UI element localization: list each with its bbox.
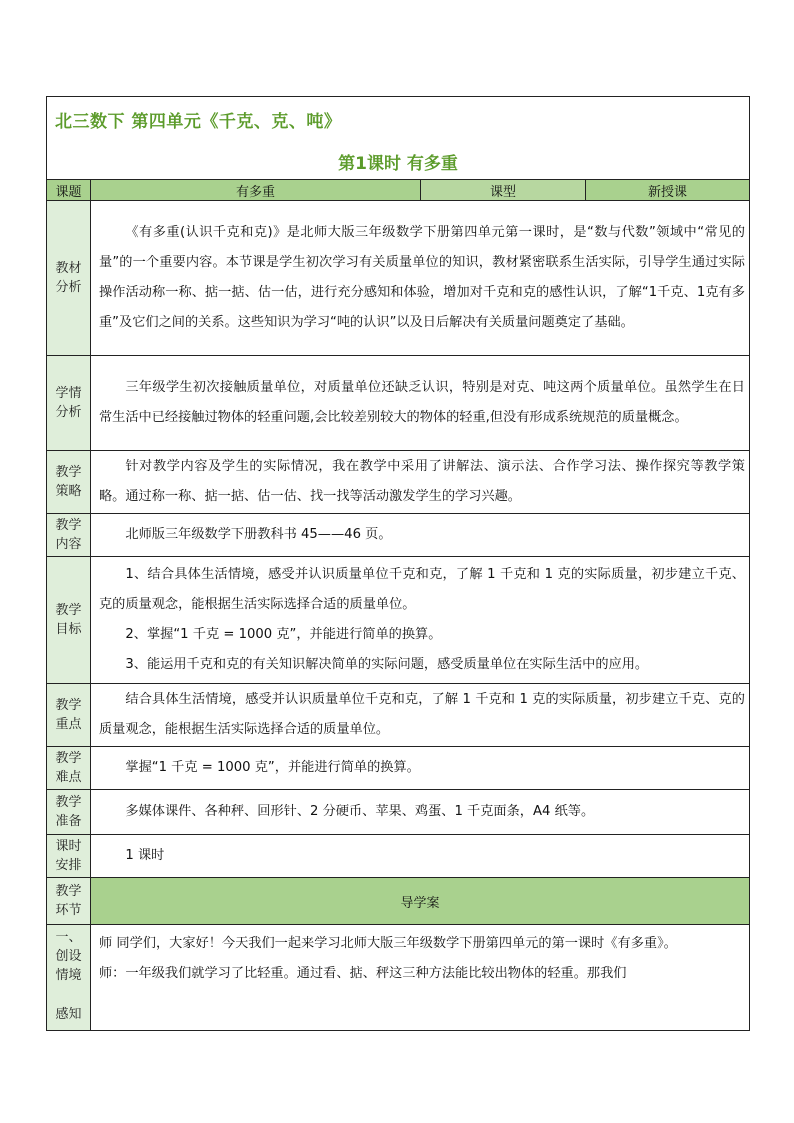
nav-label: 教学环节 — [47, 878, 91, 925]
section-content — [91, 790, 750, 835]
type-value: 新授课 — [586, 180, 750, 201]
type-label: 课型 — [421, 180, 586, 201]
section-label: 课时安排 — [47, 835, 91, 878]
topic-label: 课题 — [47, 180, 91, 201]
step-row — [47, 925, 750, 1031]
section-content — [91, 835, 750, 878]
section-paragraph: 掌握“1 千克 = 1000 克”，并能进行简单的换算。 — [125, 760, 420, 775]
section-row — [47, 356, 750, 451]
section-row — [47, 201, 750, 356]
guide-header: 导学案 — [91, 878, 750, 925]
step-label-top: 一、创设情境 — [55, 930, 82, 983]
lesson-plan-document — [46, 96, 749, 1031]
section-paragraph: 针对教学内容及学生的实际情况，我在教学中采用了讲解法、演示法、合作学习法、操作探究等教学策略。通过称一称、掂一掂、估一估、找一找等活动激发学生的学习兴趣。 — [99, 459, 745, 504]
step-label — [47, 925, 91, 1031]
section-content — [91, 451, 750, 514]
section-paragraph: 1、结合具体生活情境，感受并认识质量单位千克和克，了解 1 千克和 1 克的实际质量，初步建立千克、克的质量观念，能根据生活实际选择合适的质量单位。 — [99, 567, 745, 612]
main-title: 北三数下 第四单元《千克、克、吨》 — [55, 112, 342, 132]
section-row — [47, 514, 750, 557]
sub-title: 第1课时 有多重 — [338, 154, 458, 174]
section-label: 教学目标 — [47, 557, 91, 684]
section-row — [47, 557, 750, 684]
section-content — [91, 747, 750, 790]
section-paragraph: 结合具体生活情境，感受并认识质量单位千克和克，了解 1 千克和 1 克的实际质量，初步建立千克、克的质量观念，能根据生活实际选择合适的质量单位。 — [99, 692, 745, 737]
section-row — [47, 451, 750, 514]
section-content — [91, 514, 750, 557]
section-paragraph: 《有多重(认识千克和克)》是北师大版三年级数学下册第四单元第一课时，是“数与代数”领域中“常见的量”的一个重要内容。本节课是学生初次学习有关质量单位的知识，教材紧密联系生活实际，引导学生通过实际操作活动称一称、掂一掂、估一估，进行充分感知和体验，增加对千克和克的感性认识，了解“1千克、1克有多重”及它们之间的关系。这些知识为学习“吨的认识”以及日后解决有关质量问题奠定了基础。 — [99, 225, 745, 330]
section-paragraph: 1 课时 — [125, 848, 165, 863]
section-label: 教学策略 — [47, 451, 91, 514]
section-label: 教学难点 — [47, 747, 91, 790]
section-content — [91, 557, 750, 684]
section-paragraph: 2、掌握“1 千克 = 1000 克”，并能进行简单的换算。 — [125, 627, 442, 642]
section-row — [47, 747, 750, 790]
step-label-bottom: 感知 — [55, 1007, 82, 1022]
title-cell — [47, 97, 750, 180]
section-row — [47, 684, 750, 747]
step-content — [91, 925, 750, 1031]
section-label: 教学重点 — [47, 684, 91, 747]
section-row — [47, 790, 750, 835]
step-paragraph: 师 同学们，大家好！今天我们一起来学习北师大版三年级数学下册第四单元的第一课时《有多重》。 — [99, 936, 677, 951]
step-paragraph: 师：一年级我们就学习了比轻重。通过看、掂、秤这三种方法能比较出物体的轻重。那我们 — [99, 966, 627, 981]
section-row — [47, 835, 750, 878]
lesson-plan-table — [46, 96, 750, 1031]
section-label: 学情分析 — [47, 356, 91, 451]
nav-row — [47, 878, 750, 925]
section-label: 教学内容 — [47, 514, 91, 557]
section-paragraph: 北师版三年级数学下册教科书 45——46 页。 — [125, 527, 392, 542]
section-content — [91, 356, 750, 451]
topic-value: 有多重 — [91, 180, 421, 201]
section-content — [91, 684, 750, 747]
info-row — [47, 180, 750, 201]
section-content — [91, 201, 750, 356]
section-paragraph: 多媒体课件、各种秤、回形针、2 分硬币、苹果、鸡蛋、1 千克面条，A4 纸等。 — [125, 804, 595, 819]
section-label: 教学准备 — [47, 790, 91, 835]
section-label: 教材分析 — [47, 201, 91, 356]
section-paragraph: 3、能运用千克和克的有关知识解决简单的实际问题，感受质量单位在实际生活中的应用。 — [125, 657, 649, 672]
section-paragraph: 三年级学生初次接触质量单位，对质量单位还缺乏认识，特别是对克、吨这两个质量单位。虽然学生在日常生活中已经接触过物体的轻重问题,会比较差别较大的物体的轻重,但没有形成系统规范的质量概念。 — [99, 380, 745, 425]
